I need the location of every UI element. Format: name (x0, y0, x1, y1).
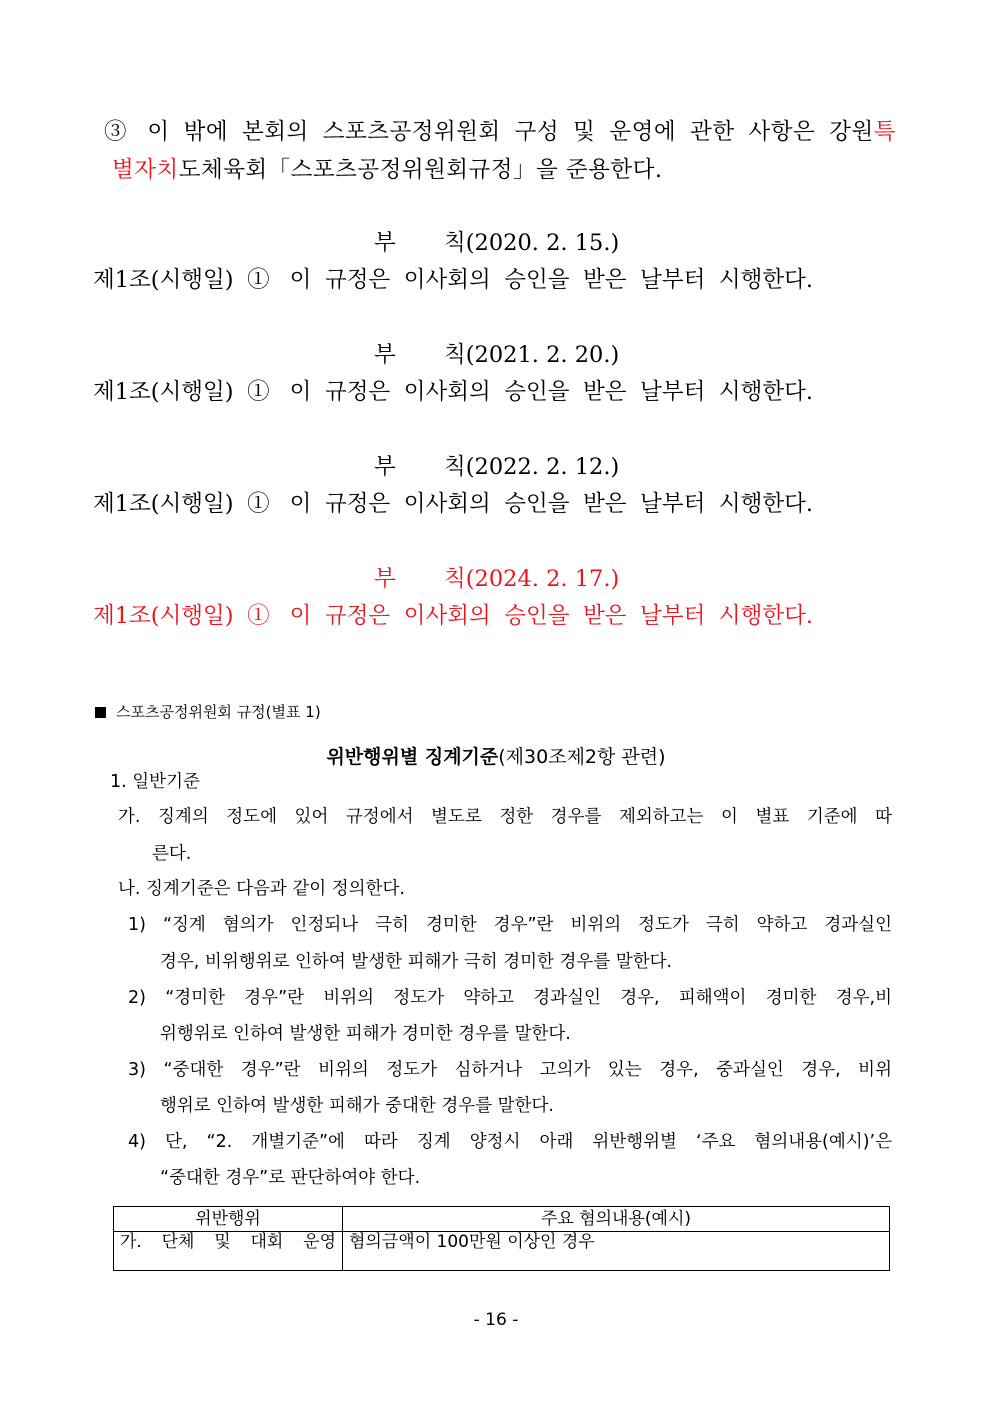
definition-item-2-line-2: 위행위로 인하여 발생한 피해가 경미한 경우를 말한다. (160, 1024, 571, 1044)
definition-item-2-line-1: 2) “경미한 경우”란 비위의 정도가 약하고 경과실인 경우, 피해액이 경미한 경우,비 (128, 988, 892, 1008)
addendum-article-revised: 제1조(시행일) ① 이 규정은 이사회의 승인을 받은 날부터 시행한다. (93, 603, 813, 629)
definition-item-3-line-2: 행위로 인하여 발생한 피해가 중대한 경우를 말한다. (160, 1096, 554, 1116)
revised-text: 별자치 (112, 157, 179, 183)
allegation-cell: 혐의금액이 100만원 이상인 경우 (343, 1232, 890, 1271)
definition-item-4-line-2: “중대한 경우”로 판단하여야 한다. (160, 1168, 421, 1188)
clause-ga-line-2: 른다. (152, 844, 192, 864)
square-bullet-icon (95, 707, 106, 718)
revised-text: 특 (873, 119, 896, 145)
violation-table (113, 1206, 890, 1271)
article-paragraph-3 (104, 113, 896, 189)
addendum-article: 제1조(시행일) ① 이 규정은 이사회의 승인을 받은 날부터 시행한다. (93, 491, 813, 517)
table-row (114, 1232, 890, 1271)
paragraph-line-2: 별자치도체육회「스포츠공정위원회규정」을 준용한다. (112, 157, 663, 183)
appendix-label: 스포츠공정위원회 규정(별표 1) (95, 700, 321, 724)
column-header-allegation: 주요 혐의내용(예시) (343, 1207, 890, 1232)
column-header-violation: 위반행위 (114, 1207, 343, 1232)
clause-na: 나. 징계기준은 다음과 같이 정의한다. (118, 879, 405, 899)
paragraph-line-1: ③ 이 밖에 본회의 스포츠공정위원회 구성 및 운영에 관한 사항은 강원특 (104, 119, 896, 145)
standards-title: 위반행위별 징계기준(제30조제2항 관련) (326, 746, 666, 768)
definition-item-4-line-1: 4) 단, “2. 개별기준”에 따라 징계 양정시 아래 위반행위별 ‘주요 혐의내용(예시)’은 (128, 1132, 892, 1152)
addendum-article: 제1조(시행일) ① 이 규정은 이사회의 승인을 받은 날부터 시행한다. (93, 379, 813, 405)
clause-ga-line-1: 가. 징계의 정도에 있어 규정에서 별도로 정한 경우를 제외하고는 이 별표 기준에 따 (118, 807, 892, 827)
table-header-row (114, 1207, 890, 1232)
page-number: - 16 - (473, 1310, 519, 1330)
section-heading: 1. 일반기준 (110, 772, 200, 792)
definition-item-1-line-1: 1) “징계 혐의가 인정되나 극히 경미한 경우”란 비위의 정도가 극히 약하고 경과실인 (128, 915, 892, 935)
violation-cell: 가. 단체 및 대회 운영 (114, 1232, 343, 1271)
definition-item-3-line-1: 3) “중대한 경우”란 비위의 정도가 심하거나 고의가 있는 경우, 중과실인 경우, 비위 (128, 1060, 892, 1080)
definition-item-1-line-2: 경우, 비위행위로 인하여 발생한 피해가 극히 경미한 경우를 말한다. (160, 952, 673, 972)
addendum-article: 제1조(시행일) ① 이 규정은 이사회의 승인을 받은 날부터 시행한다. (93, 267, 813, 293)
